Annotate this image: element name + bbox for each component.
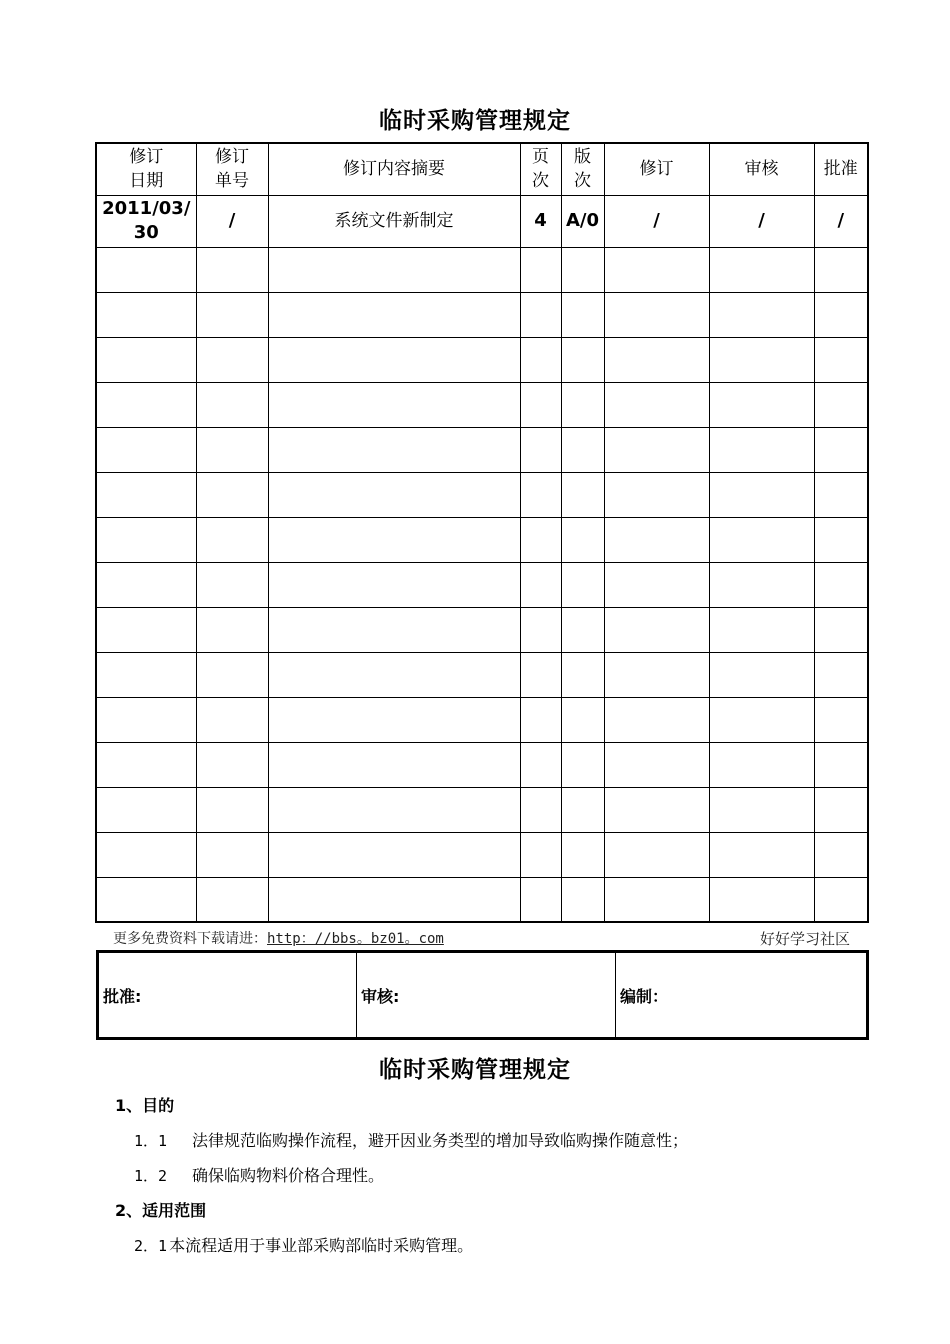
cell-revise xyxy=(604,562,709,607)
header-order-line2: 单号 xyxy=(215,171,249,192)
table-row xyxy=(96,652,868,697)
cell-version xyxy=(561,427,604,472)
cell-version xyxy=(561,562,604,607)
table-row xyxy=(96,292,868,337)
revision-table-header xyxy=(96,143,868,195)
cell-page xyxy=(520,247,561,292)
cell-summary xyxy=(268,427,520,472)
cell-date xyxy=(96,787,196,832)
cell-date xyxy=(96,472,196,517)
item-text: 法律规范临购操作流程，避开因业务类型的增加导致临购操作随意性； xyxy=(192,1131,689,1150)
header-page-line1: 页 xyxy=(532,147,549,168)
cell-page xyxy=(520,652,561,697)
cell-review xyxy=(709,427,814,472)
table-row xyxy=(96,337,868,382)
table-row xyxy=(96,607,868,652)
cell-approve xyxy=(814,427,868,472)
cell-page xyxy=(520,832,561,877)
item-text: 确保临购物料价格合理性。 xyxy=(192,1166,385,1185)
cell-summary xyxy=(268,877,520,922)
cell-date xyxy=(96,742,196,787)
cell-revise xyxy=(604,382,709,427)
cell-date xyxy=(96,562,196,607)
cell-approve xyxy=(814,742,868,787)
cell-review xyxy=(709,472,814,517)
cell-page xyxy=(520,787,561,832)
cell-order-no xyxy=(196,742,268,787)
cell-date xyxy=(96,517,196,562)
cell-review xyxy=(709,337,814,382)
cell-review xyxy=(709,382,814,427)
table-row xyxy=(96,832,868,877)
cell-version xyxy=(561,787,604,832)
cell-version xyxy=(561,337,604,382)
table-row xyxy=(96,517,868,562)
cell-order-no xyxy=(196,247,268,292)
cell-summary xyxy=(268,382,520,427)
cell-version xyxy=(561,607,604,652)
cell-summary xyxy=(268,652,520,697)
cell-version xyxy=(561,832,604,877)
cell-summary xyxy=(268,607,520,652)
cell-page xyxy=(520,427,561,472)
cell-order-no xyxy=(196,382,268,427)
header-version xyxy=(561,143,604,195)
cell-version xyxy=(561,652,604,697)
cell-page xyxy=(520,607,561,652)
cell-approve xyxy=(814,787,868,832)
header-page-line2: 次 xyxy=(532,171,549,192)
cell-order-no xyxy=(196,517,268,562)
signoff-approve: 批准: xyxy=(98,952,357,1039)
cell-review xyxy=(709,292,814,337)
cell-date xyxy=(96,292,196,337)
cell-approve xyxy=(814,652,868,697)
cell-date xyxy=(96,877,196,922)
item-number: 2．1 xyxy=(134,1237,168,1255)
footer-community: 好好学习社区 xyxy=(759,930,850,948)
cell-revise xyxy=(604,787,709,832)
cell-approve xyxy=(814,292,868,337)
cell-approve xyxy=(814,247,868,292)
signoff-review: 审核: xyxy=(357,952,616,1039)
table-row xyxy=(96,877,868,922)
cell-approve xyxy=(814,607,868,652)
cell-date xyxy=(96,195,196,247)
cell-review xyxy=(709,652,814,697)
cell-review xyxy=(709,247,814,292)
cell-order-no xyxy=(196,652,268,697)
cell-page xyxy=(520,382,561,427)
signoff-compile: 编制： xyxy=(616,952,868,1039)
header-revise: 修订 xyxy=(604,143,709,195)
cell-revise xyxy=(604,697,709,742)
table-row xyxy=(96,697,868,742)
cell-date xyxy=(96,652,196,697)
cell-approve xyxy=(814,337,868,382)
table-row xyxy=(96,787,868,832)
cell-page xyxy=(520,697,561,742)
cell-approve xyxy=(814,472,868,517)
item-number: 1．2 xyxy=(134,1167,168,1185)
header-summary: 修订内容摘要 xyxy=(268,143,520,195)
cell-date xyxy=(96,697,196,742)
cell-review xyxy=(709,742,814,787)
cell-summary xyxy=(268,292,520,337)
cell-page xyxy=(520,337,561,382)
cell-page: 4 xyxy=(520,195,561,247)
header-revision-order xyxy=(196,143,268,195)
cell-order-no xyxy=(196,337,268,382)
cell-summary xyxy=(268,832,520,877)
cell-review xyxy=(709,607,814,652)
footer-prefix: 更多免费资料下载请进： xyxy=(113,931,267,947)
header-review: 审核 xyxy=(709,143,814,195)
item-number: 1．1 xyxy=(134,1132,168,1150)
cell-summary xyxy=(268,562,520,607)
document-title: 临时采购管理规定 xyxy=(379,107,571,134)
table-row xyxy=(96,472,868,517)
header-date-line1: 修订 xyxy=(129,147,164,168)
cell-page xyxy=(520,472,561,517)
section-scope: 2、适用范围 xyxy=(115,1201,207,1220)
cell-page xyxy=(520,742,561,787)
cell-approve xyxy=(814,832,868,877)
cell-review: / xyxy=(709,195,814,247)
cell-date xyxy=(96,607,196,652)
cell-date-line2: 30 xyxy=(133,222,159,243)
cell-approve: / xyxy=(814,195,868,247)
cell-summary xyxy=(268,247,520,292)
cell-approve xyxy=(814,382,868,427)
cell-order-no xyxy=(196,427,268,472)
cell-review xyxy=(709,877,814,922)
footer-download-note xyxy=(113,928,444,948)
cell-order-no: / xyxy=(196,195,268,247)
cell-summary: 系统文件新制定 xyxy=(268,195,520,247)
table-row xyxy=(96,742,868,787)
cell-date xyxy=(96,832,196,877)
cell-summary xyxy=(268,787,520,832)
table-row xyxy=(96,427,868,472)
table-row xyxy=(96,247,868,292)
cell-revise xyxy=(604,427,709,472)
cell-review xyxy=(709,832,814,877)
footer-url-link[interactable]: http：//bbs。bz01。com xyxy=(267,931,444,947)
cell-revise xyxy=(604,607,709,652)
cell-order-no xyxy=(196,697,268,742)
cell-version xyxy=(561,877,604,922)
cell-version xyxy=(561,292,604,337)
cell-revise xyxy=(604,517,709,562)
cell-summary xyxy=(268,472,520,517)
cell-date xyxy=(96,247,196,292)
cell-date xyxy=(96,382,196,427)
cell-version: A/0 xyxy=(561,195,604,247)
cell-revise xyxy=(604,742,709,787)
cell-version xyxy=(561,697,604,742)
item-text: 本流程适用于事业部采购部临时采购管理。 xyxy=(169,1236,474,1255)
cell-order-no xyxy=(196,607,268,652)
cell-revise: / xyxy=(604,195,709,247)
header-order-line1: 修订 xyxy=(215,147,249,168)
cell-revise xyxy=(604,652,709,697)
table-row xyxy=(96,382,868,427)
cell-review xyxy=(709,562,814,607)
cell-summary xyxy=(268,337,520,382)
section-purpose: 1、目的 xyxy=(115,1096,175,1115)
cell-version xyxy=(561,517,604,562)
revision-table xyxy=(95,142,869,923)
header-version-line1: 版 xyxy=(574,147,591,168)
body-title: 临时采购管理规定 xyxy=(379,1056,571,1083)
cell-version xyxy=(561,742,604,787)
cell-revise xyxy=(604,832,709,877)
cell-date xyxy=(96,427,196,472)
cell-date xyxy=(96,337,196,382)
cell-page xyxy=(520,292,561,337)
cell-approve xyxy=(814,877,868,922)
cell-approve xyxy=(814,517,868,562)
table-row xyxy=(96,562,868,607)
empty-rows xyxy=(96,247,868,922)
cell-order-no xyxy=(196,472,268,517)
cell-version xyxy=(561,382,604,427)
cell-review xyxy=(709,697,814,742)
table-row xyxy=(96,195,868,247)
cell-approve xyxy=(814,697,868,742)
signoff-table xyxy=(96,950,869,1040)
header-page xyxy=(520,143,561,195)
header-version-line2: 次 xyxy=(574,171,591,192)
cell-page xyxy=(520,562,561,607)
cell-version xyxy=(561,247,604,292)
cell-order-no xyxy=(196,877,268,922)
cell-date-line1: 2011/03/ xyxy=(102,198,191,219)
cell-page xyxy=(520,877,561,922)
cell-order-no xyxy=(196,787,268,832)
list-item xyxy=(134,1128,688,1151)
cell-summary xyxy=(268,697,520,742)
cell-revise xyxy=(604,292,709,337)
cell-order-no xyxy=(196,832,268,877)
list-item xyxy=(134,1163,384,1186)
cell-revise xyxy=(604,877,709,922)
header-revision-date xyxy=(96,143,196,195)
cell-version xyxy=(561,472,604,517)
cell-summary xyxy=(268,517,520,562)
list-item xyxy=(134,1233,473,1256)
header-approve: 批准 xyxy=(814,143,868,195)
cell-review xyxy=(709,787,814,832)
cell-page xyxy=(520,517,561,562)
cell-summary xyxy=(268,742,520,787)
cell-revise xyxy=(604,472,709,517)
cell-review xyxy=(709,517,814,562)
cell-approve xyxy=(814,562,868,607)
cell-revise xyxy=(604,247,709,292)
cell-order-no xyxy=(196,562,268,607)
header-date-line2: 日期 xyxy=(129,171,164,192)
cell-revise xyxy=(604,337,709,382)
cell-order-no xyxy=(196,292,268,337)
